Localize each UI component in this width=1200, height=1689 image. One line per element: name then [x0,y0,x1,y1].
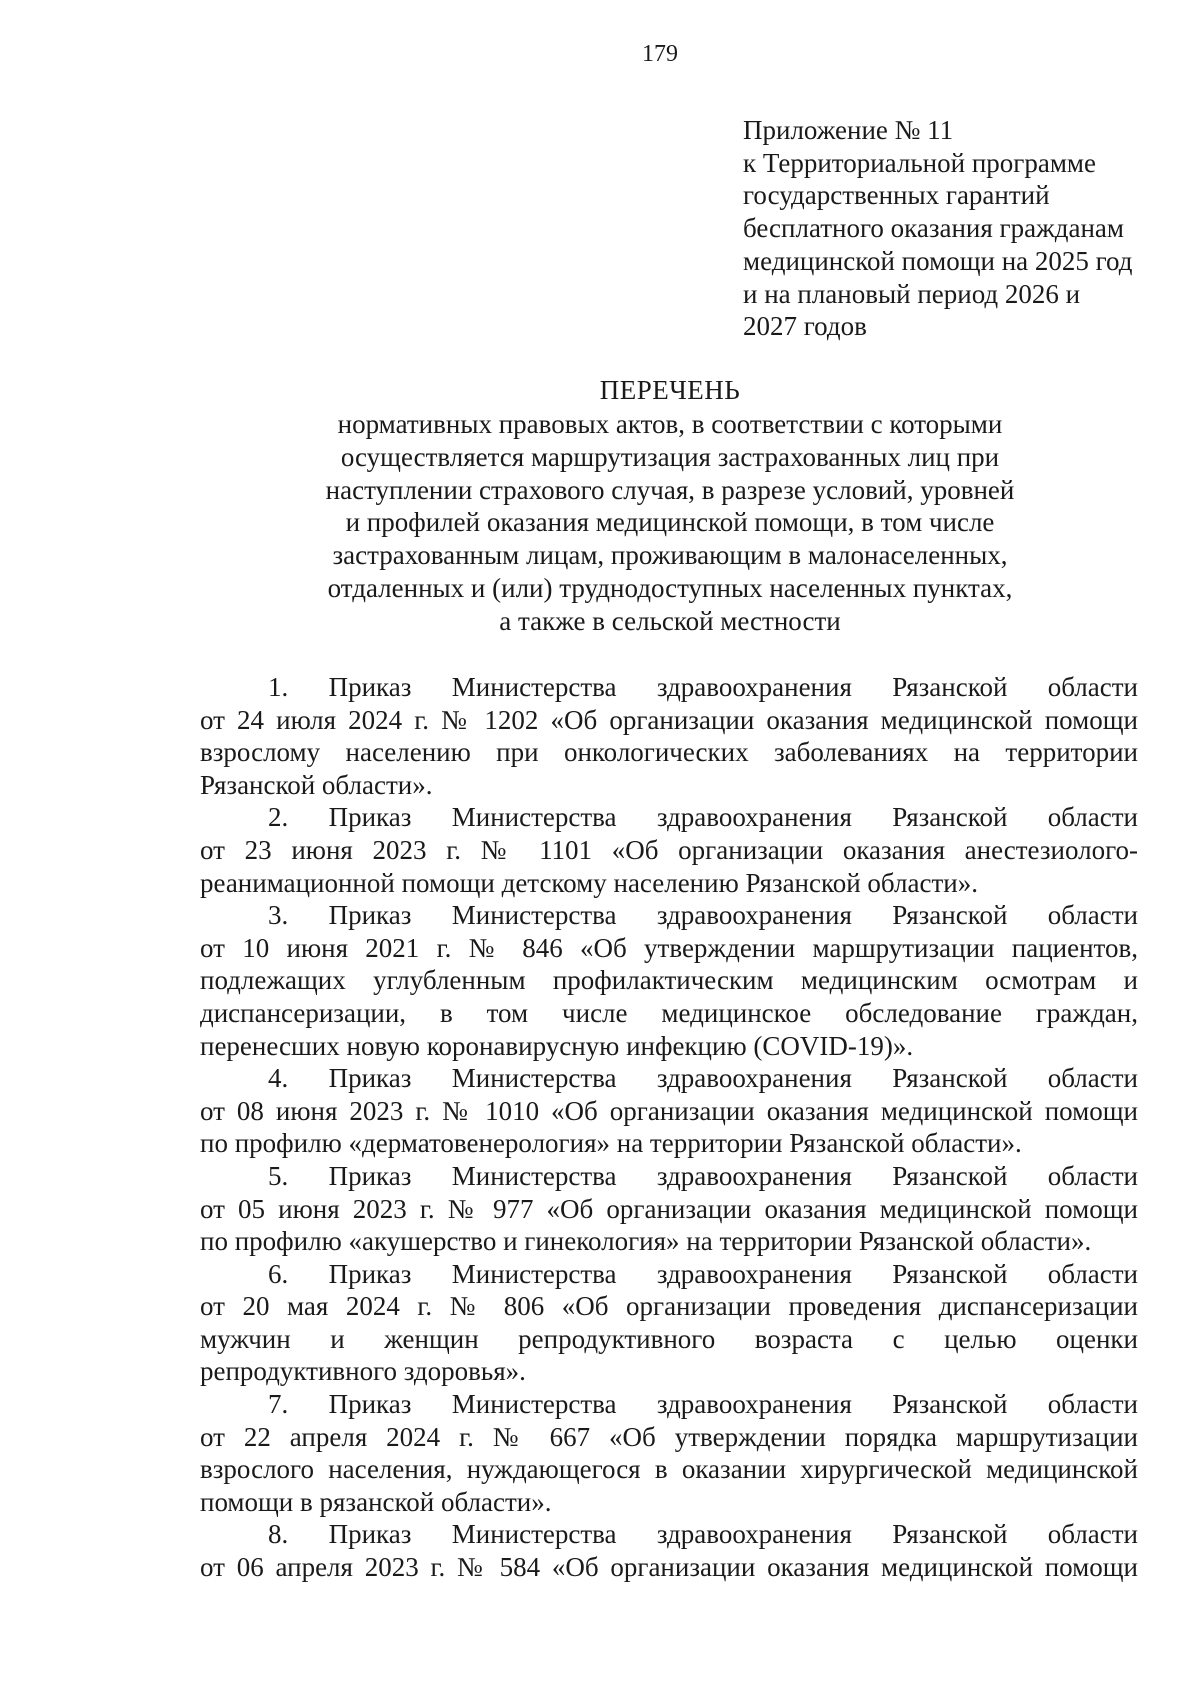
list-item-line: 8. Приказ Министерства здравоохранения Рязанской области [268,1519,1138,1550]
list-item [200,1518,1138,1583]
subtitle-line: нормативных правовых актов, в соответствии с которыми [337,409,1003,439]
subtitle-line: отдаленных и (или) труднодоступных населенных пунктах, [327,572,1013,603]
list-item [200,1160,1138,1258]
list-item [200,899,1138,1062]
list-item-line: от 05 июня 2023 г. № 977 «Об организации оказания медицинской помощи [200,1193,1138,1224]
list-item [200,801,1138,899]
list-item-line: по профилю «дерматовенерология» на территории Рязанской области». [200,1128,1022,1159]
list-item-line: 7. Приказ Министерства здравоохранения Рязанской области [268,1389,1138,1420]
list-item [200,1258,1138,1388]
appendix-line: Приложение № 11 [743,115,954,145]
list-item-line: мужчин и женщин репродуктивного возраста с целью оценки [200,1323,1138,1354]
document-heading [200,373,1140,638]
document-title: ПЕРЕЧЕНЬ [599,375,741,405]
list-item [200,671,1138,801]
list-item-line: от 08 июня 2023 г. № 1010 «Об организации оказания медицинской помощи [200,1095,1138,1126]
list-item-line: репродуктивного здоровья». [200,1356,526,1387]
list-item-line: 2. Приказ Министерства здравоохранения Рязанской области [268,802,1138,833]
list-item [200,1388,1138,1518]
subtitle-line: а также в сельской местности [499,605,841,636]
appendix-header [743,114,1183,343]
page-number: 179 [642,41,678,67]
appendix-line: 2027 годов [743,311,867,342]
appendix-line: к Территориальной программе [743,147,1096,178]
list-item-line: перенесших новую коронавирусную инфекцию (COVID-19)». [200,1030,914,1061]
list-item-line: от 23 июня 2023 г. № 1101 «Об организации оказания анестезиолого- [200,834,1138,865]
document-subtitle [200,408,1140,638]
appendix-line: и на плановый период 2026 и [743,278,1081,309]
list-item-line: 5. Приказ Министерства здравоохранения Рязанской области [268,1160,1138,1191]
appendix-line: медицинской помощи на 2025 год [743,245,1133,276]
subtitle-line: осуществляется маршрутизация застрахованных лиц при [340,441,1000,472]
subtitle-line: и профилей оказания медицинской помощи, в том числе [345,507,995,538]
list-item-line: взрослого населения, нуждающегося в оказании хирургической медицинской [200,1454,1138,1485]
list-item-line: диспансеризации, в том числе медицинское обследование граждан, [200,997,1138,1028]
list-item-line: взрослому населению при онкологических заболеваниях на территории [200,737,1138,768]
list-item-line: реанимационной помощи детскому населению Рязанской области». [200,867,978,898]
appendix-line: государственных гарантий [743,180,1050,211]
list-item-line: от 06 апреля 2023 г. № 584 «Об организации оказания медицинской помощи [200,1552,1138,1583]
list-item-line: от 22 апреля 2024 г. № 667 «Об утверждении порядка маршрутизации [200,1421,1138,1452]
list-item-line: по профилю «акушерство и гинекология» на территории Рязанской области». [200,1226,1092,1257]
list-item-line: 1. Приказ Министерства здравоохранения Рязанской области [268,672,1138,702]
list-item-line: Рязанской области». [200,769,433,800]
list-item-line: от 20 мая 2024 г. № 806 «Об организации проведения диспансеризации [200,1291,1138,1322]
list-item-line: от 24 июля 2024 г. № 1202 «Об организации оказания медицинской помощи [200,704,1138,735]
list-item-line: подлежащих углубленным профилактическим медицинским осмотрам и [200,965,1138,996]
subtitle-line: застрахованным лицам, проживающим в малонаселенных, [332,540,1008,571]
legal-acts-list [200,671,1138,1584]
list-item-line: 6. Приказ Министерства здравоохранения Рязанской области [268,1258,1138,1289]
list-item-line: помощи в рязанской области». [200,1486,552,1517]
subtitle-line: наступлении страхового случая, в разрезе условий, уровней [325,474,1015,505]
appendix-line: бесплатного оказания гражданам [743,213,1124,244]
list-item [200,1062,1138,1160]
list-item-line: 3. Приказ Министерства здравоохранения Рязанской области [268,900,1138,931]
list-item-line: от 10 июня 2021 г. № 846 «Об утверждении маршрутизации пациентов, [200,932,1138,963]
list-item-line: 4. Приказ Министерства здравоохранения Рязанской области [268,1063,1138,1094]
